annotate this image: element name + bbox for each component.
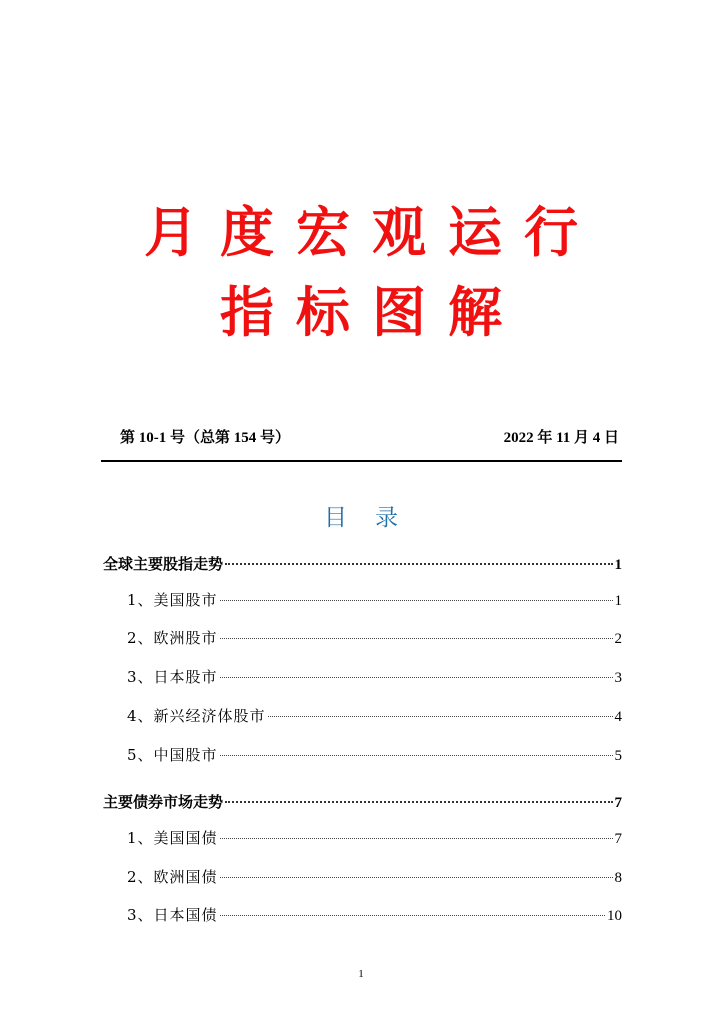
toc-leader-dots — [225, 801, 612, 803]
toc-leader-dots — [220, 755, 613, 756]
toc-leader-dots — [220, 638, 613, 639]
toc-entry-label: 2、欧洲股市 — [127, 629, 218, 647]
toc-entry-china-stocks[interactable] — [127, 743, 622, 767]
toc-entry-page: 7 — [614, 831, 622, 847]
toc-entry-label: 2、欧洲国债 — [127, 868, 218, 886]
toc-entry-label: 1、美国股市 — [127, 591, 218, 609]
toc-entry-europe-bonds[interactable] — [127, 865, 622, 889]
toc-entry-page: 4 — [614, 709, 622, 725]
toc-entry-page: 10 — [607, 908, 622, 924]
toc-entry-us-treasuries[interactable] — [127, 826, 622, 850]
document-title-line-1: 月度宏观运行 — [144, 200, 600, 264]
toc-leader-dots — [220, 915, 605, 916]
toc-entry-label: 全球主要股指走势 — [103, 555, 224, 573]
toc-entry-page: 3 — [614, 670, 622, 686]
toc-entry-label: 4、新兴经济体股市 — [127, 707, 266, 725]
toc-entry-japan-bonds[interactable] — [127, 903, 622, 927]
page-number: 1 — [358, 968, 364, 980]
toc-leader-dots — [220, 877, 613, 878]
issue-info-row — [120, 426, 619, 450]
issue-number: 第 10-1 号（总第 154 号） — [120, 430, 290, 446]
toc-entry-us-stocks[interactable] — [127, 588, 622, 612]
toc-leader-dots — [225, 563, 612, 565]
toc-entry-page: 5 — [614, 748, 622, 764]
toc-entry-label: 主要债券市场走势 — [103, 793, 224, 811]
toc-entry-emerging-stocks[interactable] — [127, 704, 622, 728]
toc-entry-japan-stocks[interactable] — [127, 665, 622, 689]
toc-entry-label: 5、中国股市 — [127, 746, 218, 764]
header-divider — [101, 460, 622, 462]
toc-leader-dots — [220, 838, 613, 839]
issue-date: 2022 年 11 月 4 日 — [503, 430, 619, 446]
document-title-line-2: 指标图解 — [220, 280, 524, 344]
toc-entry-label: 3、日本国债 — [127, 906, 218, 924]
toc-entry-page: 1 — [614, 557, 622, 573]
toc-entry-global-stock-indices[interactable] — [103, 552, 622, 576]
toc-entry-label: 1、美国国债 — [127, 829, 218, 847]
toc-leader-dots — [220, 677, 613, 678]
toc-entry-page: 8 — [614, 870, 622, 886]
toc-leader-dots — [220, 600, 613, 601]
toc-entry-europe-stocks[interactable] — [127, 626, 622, 650]
toc-heading: 目录 — [324, 505, 426, 531]
toc-entry-page: 7 — [614, 795, 622, 811]
toc-entry-bond-markets[interactable] — [103, 790, 622, 814]
toc-leader-dots — [268, 716, 613, 717]
toc-entry-page: 2 — [614, 631, 622, 647]
toc-entry-label: 3、日本股市 — [127, 668, 218, 686]
toc-entry-page: 1 — [614, 593, 622, 609]
